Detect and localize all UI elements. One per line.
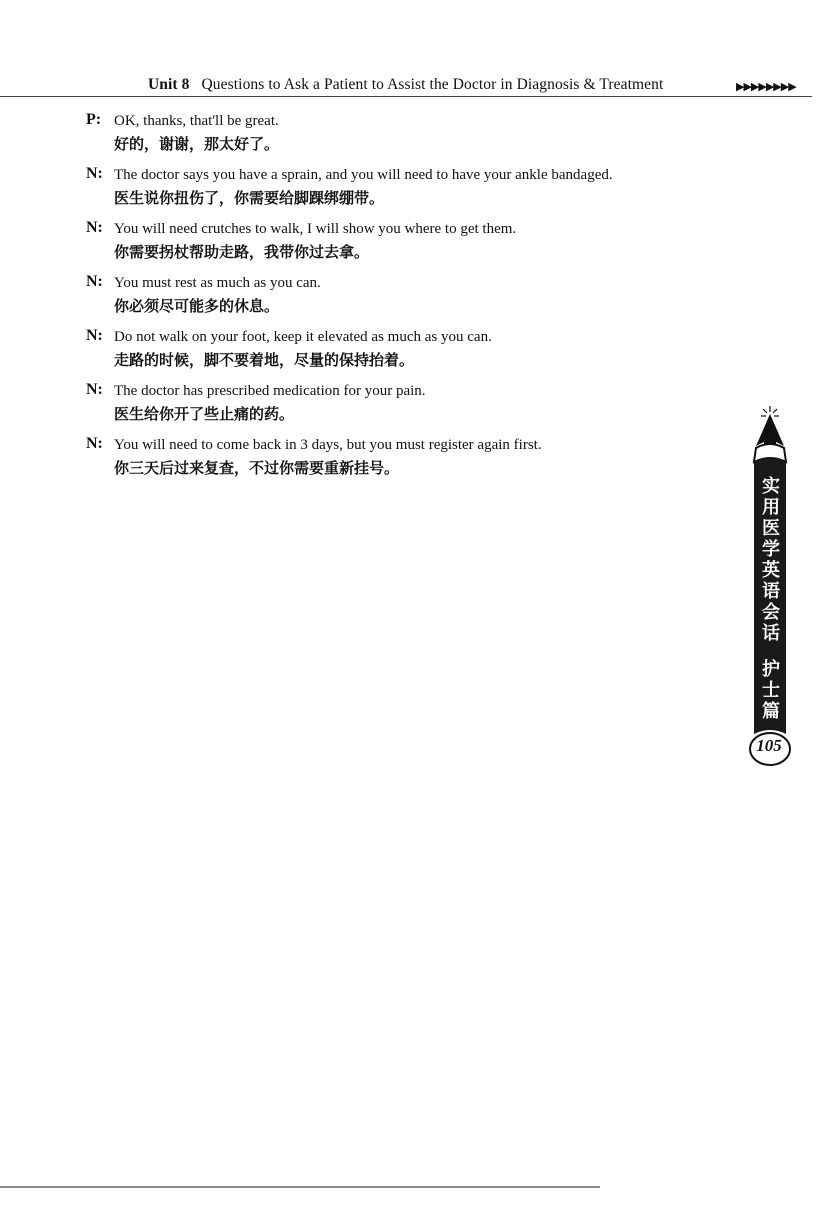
footer-divider [0,1186,600,1188]
book-title-char: 用 [762,497,780,518]
dialogue-turn [86,326,726,371]
book-title-char: 话 [762,623,780,644]
header-arrows: ▶▶▶▶▶▶▶▶ [736,80,796,93]
chinese-translation: 医生说你扭伤了，你需要给脚踝绑绷带。 [114,189,385,207]
book-subtitle [758,659,784,722]
english-line: You will need crutches to walk, I will show you where to get them. [114,221,517,237]
book-title-char: 会 [762,602,780,623]
english-line: OK, thanks, that'll be great. [114,113,279,129]
dialogue-turn [86,164,726,209]
dialogue-turn [86,380,726,425]
speaker-label: P: [86,111,102,128]
chinese-translation: 你必须尽可能多的休息。 [114,297,280,315]
side-tab [746,404,796,776]
book-title-char: 语 [762,581,780,602]
chinese-translation: 好的，谢谢，那太好了。 [114,135,280,153]
english-line: The doctor says you have a sprain, and you will need to have your ankle bandaged. [114,167,613,183]
dialogue [86,110,726,488]
speaker-label: N: [86,435,103,452]
book-subtitle-char: 篇 [762,701,780,722]
english-line: You will need to come back in 3 days, but you must register again first. [114,437,542,453]
chinese-translation: 你三天后过来复查，不过你需要重新挂号。 [114,459,400,477]
dialogue-turn [86,272,726,317]
header-divider [0,96,812,97]
book-title-char: 实 [762,476,780,497]
speaker-label: N: [86,219,103,236]
book-title-char: 学 [762,539,780,560]
chinese-translation: 医生给你开了些止痛的药。 [114,405,295,423]
speaker-label: N: [86,273,103,290]
book-title-char: 英 [762,560,780,581]
chinese-translation: 走路的时候，脚不要着地，尽量的保持抬着。 [114,351,415,369]
speaker-label: N: [86,327,103,344]
book-subtitle-char: 士 [762,680,780,701]
chinese-translation: 你需要拐杖帮助走路，我带你过去拿。 [114,243,370,261]
book-title [758,476,784,644]
dialogue-turn [86,434,726,479]
dialogue-turn [86,218,726,263]
unit-label: Unit 8 [148,76,190,93]
english-line: The doctor has prescribed medication for your pain. [114,383,426,399]
english-line: You must rest as much as you can. [114,275,321,291]
speaker-label: N: [86,381,103,398]
dialogue-turn [86,110,726,155]
unit-title: Questions to Ask a Patient to Assist the Doctor in Diagnosis & Treatment [201,76,664,93]
running-header [148,76,748,94]
page-number: 105 [756,736,782,755]
speaker-label: N: [86,165,103,182]
arrow-head-icon [756,414,784,448]
book-title-char: 医 [762,518,780,539]
book-subtitle-char: 护 [762,659,780,680]
english-line: Do not walk on your foot, keep it elevated as much as you can. [114,329,492,345]
